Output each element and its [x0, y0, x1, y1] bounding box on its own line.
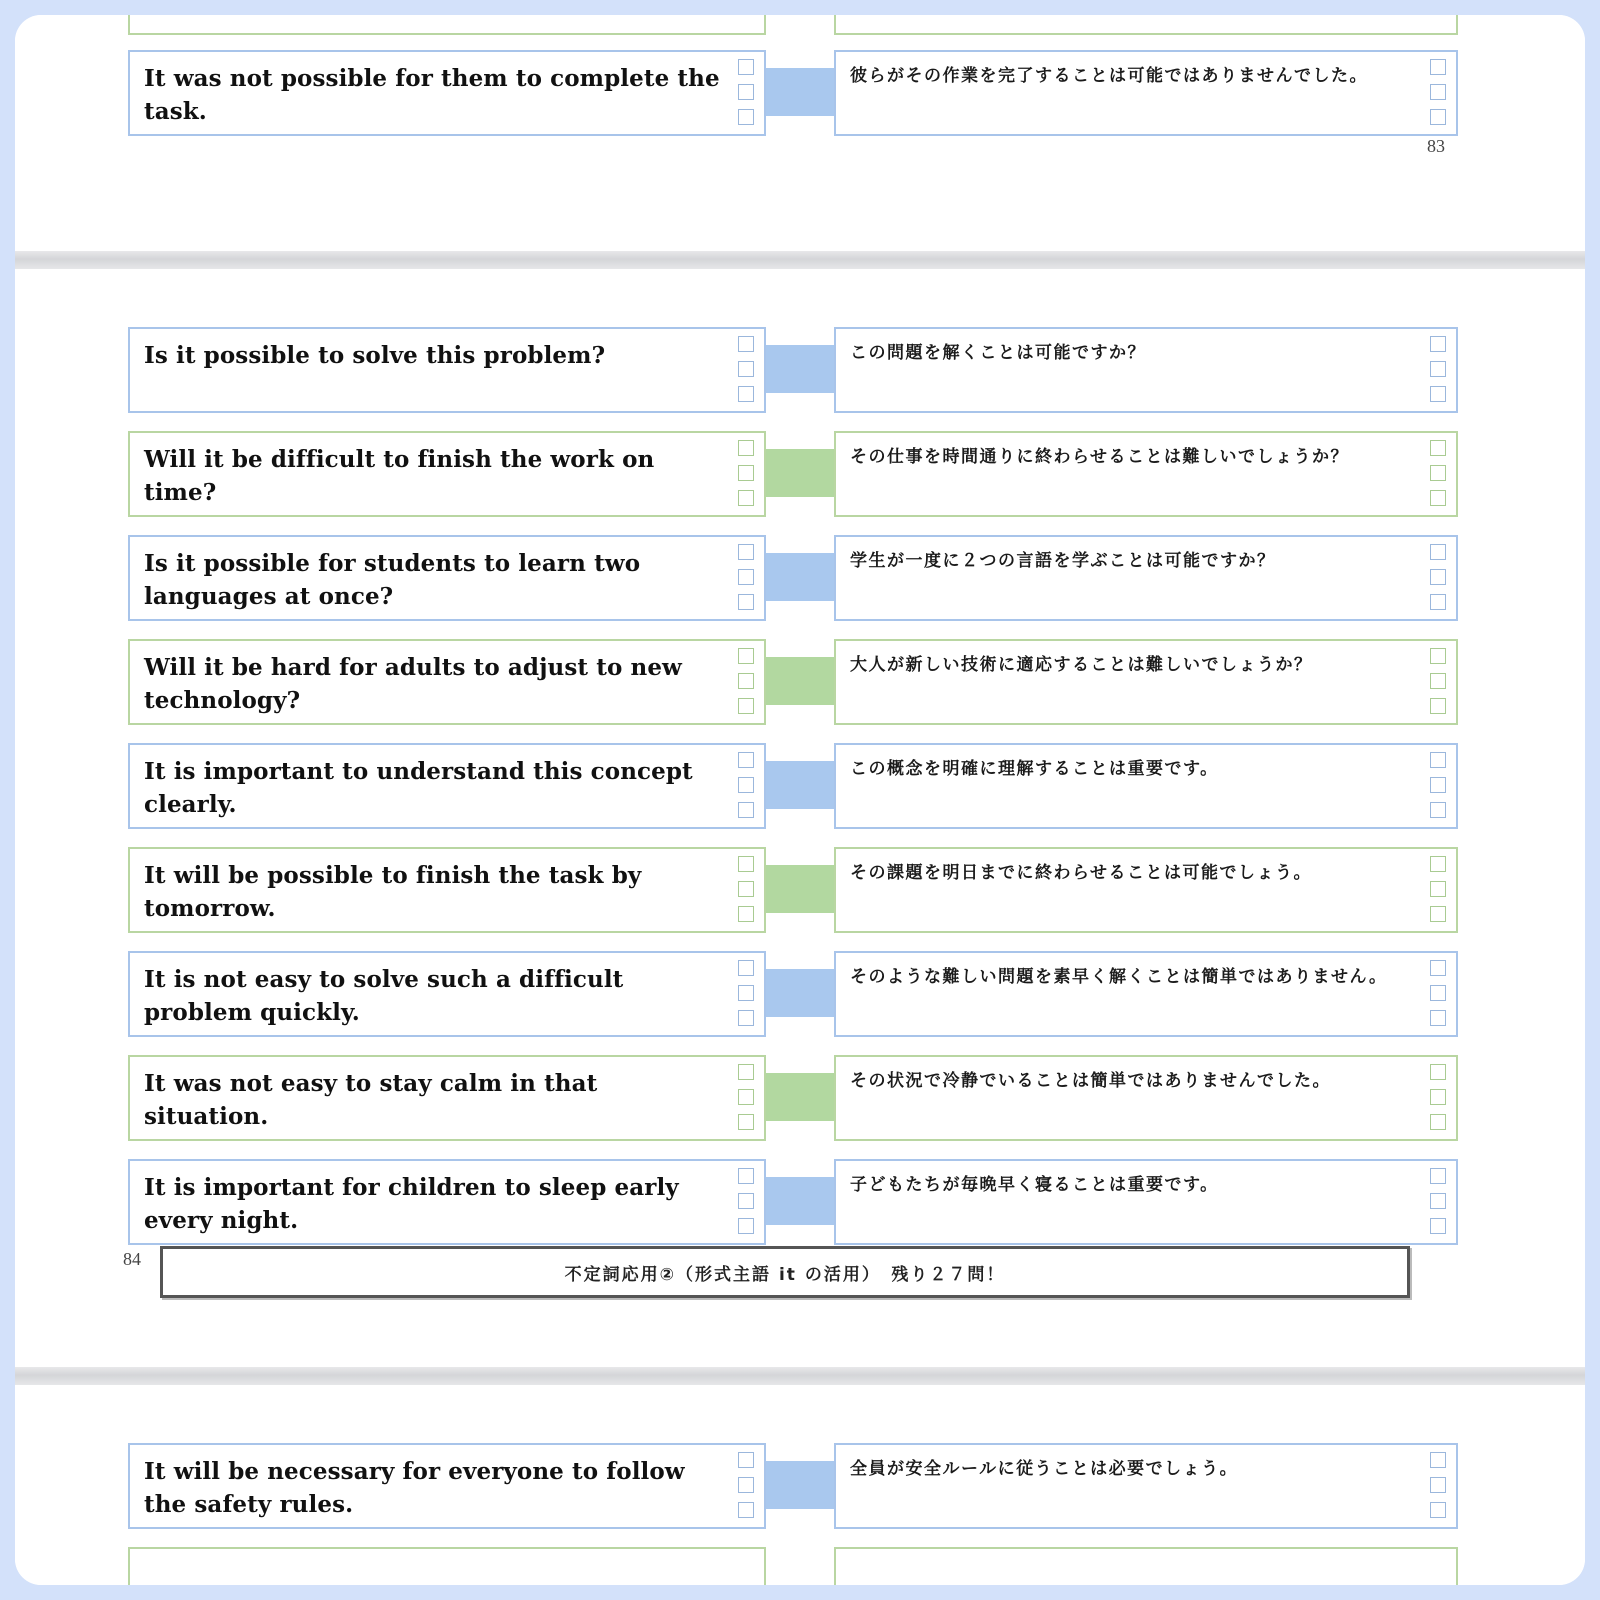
checkbox[interactable] [738, 361, 754, 377]
checkbox[interactable] [1430, 1218, 1446, 1234]
row-connector [766, 1073, 834, 1121]
sentence-row [15, 327, 1585, 417]
checkbox[interactable] [738, 544, 754, 560]
check-boxes [1430, 544, 1448, 619]
checkbox[interactable] [1430, 594, 1446, 610]
english-sentence: It is important to understand this concept clearly. [144, 758, 693, 818]
row-connector [766, 657, 834, 705]
japanese-card [834, 639, 1458, 725]
japanese-sentence: その仕事を時間通りに終わらせることは難しいでしょうか？ [850, 447, 1349, 467]
english-card [128, 327, 766, 413]
checkbox[interactable] [1430, 59, 1446, 75]
checkbox[interactable] [738, 1089, 754, 1105]
checkbox[interactable] [738, 59, 754, 75]
english-sentence: It is important for children to sleep early every night. [144, 1174, 679, 1234]
checkbox[interactable] [738, 802, 754, 818]
partial-row-bottom [15, 1547, 1585, 1585]
row-connector [766, 553, 834, 601]
checkbox[interactable] [738, 1502, 754, 1518]
check-boxes [1430, 1452, 1448, 1527]
english-card [128, 639, 766, 725]
checkbox[interactable] [1430, 1089, 1446, 1105]
checkbox[interactable] [1430, 1477, 1446, 1493]
checkbox[interactable] [738, 386, 754, 402]
sentence-row [15, 1443, 1585, 1533]
checkbox[interactable] [1430, 1193, 1446, 1209]
check-boxes [738, 856, 756, 931]
japanese-sentence: その状況で冷静でいることは簡単ではありませんでした。 [850, 1071, 1331, 1091]
partial-row-top [15, 15, 1585, 39]
page-83 [15, 15, 1585, 251]
checkbox[interactable] [738, 1193, 754, 1209]
checkbox[interactable] [1430, 109, 1446, 125]
checkbox[interactable] [738, 465, 754, 481]
checkbox[interactable] [738, 1010, 754, 1026]
checkbox[interactable] [1430, 960, 1446, 976]
checkbox[interactable] [738, 698, 754, 714]
japanese-card [834, 535, 1458, 621]
checkbox[interactable] [1430, 648, 1446, 664]
check-boxes [1430, 1168, 1448, 1243]
sentence-row [15, 535, 1585, 625]
checkbox[interactable] [738, 648, 754, 664]
document-viewport[interactable] [15, 15, 1585, 1585]
checkbox[interactable] [738, 752, 754, 768]
checkbox[interactable] [1430, 490, 1446, 506]
english-card [128, 951, 766, 1037]
checkbox[interactable] [1430, 777, 1446, 793]
english-sentence: Is it possible for students to learn two languages at once? [144, 550, 641, 610]
sentence-row [15, 743, 1585, 833]
english-card [128, 1055, 766, 1141]
checkbox[interactable] [738, 906, 754, 922]
japanese-sentence: 子どもたちが毎晩早く寝ることは重要です。 [850, 1175, 1219, 1195]
sentence-row [15, 639, 1585, 729]
check-boxes [1430, 752, 1448, 827]
row-connector [766, 865, 834, 913]
checkbox[interactable] [1430, 881, 1446, 897]
sentence-row [15, 1159, 1585, 1249]
checkbox[interactable] [1430, 752, 1446, 768]
japanese-card [834, 951, 1458, 1037]
japanese-sentence: 大人が新しい技術に適応することは難しいでしょうか？ [850, 655, 1313, 675]
check-boxes [1430, 440, 1448, 515]
check-boxes [738, 1452, 756, 1527]
sentence-row [15, 50, 1585, 140]
checkbox[interactable] [1430, 1114, 1446, 1130]
checkbox[interactable] [1430, 985, 1446, 1001]
row-connector [766, 345, 834, 393]
english-sentence: It will be possible to finish the task by tomorrow. [144, 862, 642, 922]
checkbox[interactable] [1430, 802, 1446, 818]
japanese-sentence: その課題を明日までに終わらせることは可能でしょう。 [850, 863, 1312, 883]
japanese-card [834, 327, 1458, 413]
japanese-sentence: 学生が一度に２つの言語を学ぶことは可能ですか？ [850, 551, 1276, 571]
checkbox[interactable] [738, 1218, 754, 1234]
check-boxes [1430, 336, 1448, 411]
japanese-sentence: この問題を解くことは可能ですか？ [850, 343, 1146, 363]
checkbox[interactable] [738, 569, 754, 585]
check-boxes [738, 1064, 756, 1139]
english-card [128, 1547, 766, 1585]
page-divider [15, 1367, 1585, 1385]
page-number: 83 [1427, 136, 1445, 156]
checkbox[interactable] [738, 440, 754, 456]
checkbox[interactable] [738, 336, 754, 352]
row-connector [766, 1461, 834, 1509]
checkbox[interactable] [738, 1114, 754, 1130]
progress-banner: 不定詞応用②（形式主語 it の活用） 残り２７問！ [160, 1246, 1410, 1298]
check-boxes [738, 960, 756, 1035]
english-card [128, 847, 766, 933]
checkbox[interactable] [1430, 440, 1446, 456]
checkbox[interactable] [738, 960, 754, 976]
check-boxes [738, 544, 756, 619]
checkbox[interactable] [1430, 386, 1446, 402]
checkbox[interactable] [1430, 336, 1446, 352]
english-card [128, 50, 766, 136]
japanese-card [834, 743, 1458, 829]
checkbox[interactable] [1430, 906, 1446, 922]
english-sentence: It was not easy to stay calm in that situation. [144, 1070, 598, 1130]
check-boxes [1430, 856, 1448, 931]
checkbox[interactable] [738, 594, 754, 610]
japanese-card [834, 50, 1458, 136]
japanese-card [834, 847, 1458, 933]
english-card [128, 1443, 766, 1529]
english-card [128, 15, 766, 35]
page-84 [15, 269, 1585, 1367]
page-number: 84 [123, 1249, 141, 1269]
check-boxes [738, 1168, 756, 1243]
english-sentence: It will be necessary for everyone to follow the safety rules. [144, 1458, 685, 1518]
checkbox[interactable] [1430, 673, 1446, 689]
checkbox[interactable] [1430, 569, 1446, 585]
english-card [128, 1159, 766, 1245]
english-card [128, 535, 766, 621]
checkbox[interactable] [1430, 361, 1446, 377]
checkbox[interactable] [1430, 1452, 1446, 1468]
checkbox[interactable] [1430, 84, 1446, 100]
checkbox[interactable] [738, 109, 754, 125]
checkbox[interactable] [738, 1064, 754, 1080]
japanese-sentence: この概念を明確に理解することは重要です。 [850, 759, 1219, 779]
page-85 [15, 1385, 1585, 1585]
checkbox[interactable] [738, 1477, 754, 1493]
english-sentence: It is not easy to solve such a difficult problem quickly. [144, 966, 624, 1026]
sentence-row [15, 847, 1585, 937]
japanese-card [834, 1547, 1458, 1585]
checkbox[interactable] [738, 1168, 754, 1184]
checkbox[interactable] [1430, 1168, 1446, 1184]
check-boxes [738, 440, 756, 515]
japanese-sentence: 彼らがその作業を完了することは可能ではありませんでした。 [850, 66, 1368, 86]
japanese-sentence: そのような難しい問題を素早く解くことは簡単ではありません。 [850, 967, 1388, 987]
row-connector [766, 449, 834, 497]
checkbox[interactable] [1430, 1502, 1446, 1518]
checkbox[interactable] [738, 84, 754, 100]
checkbox[interactable] [738, 673, 754, 689]
checkbox[interactable] [738, 490, 754, 506]
japanese-sentence: 全員が安全ルールに従うことは必要でしょう。 [850, 1459, 1239, 1479]
checkbox[interactable] [1430, 544, 1446, 560]
checkbox[interactable] [1430, 1064, 1446, 1080]
japanese-card [834, 1055, 1458, 1141]
check-boxes [738, 336, 756, 411]
check-boxes [1430, 960, 1448, 1035]
english-sentence: It was not possible for them to complete the task. [144, 65, 720, 125]
english-sentence: Will it be hard for adults to adjust to new technology? [144, 654, 682, 714]
checkbox[interactable] [1430, 1010, 1446, 1026]
check-boxes [1430, 648, 1448, 723]
checkbox[interactable] [1430, 465, 1446, 481]
checkbox[interactable] [738, 985, 754, 1001]
row-connector [766, 68, 834, 116]
english-card [128, 431, 766, 517]
checkbox[interactable] [738, 856, 754, 872]
row-connector [766, 969, 834, 1017]
checkbox[interactable] [1430, 856, 1446, 872]
check-boxes [1430, 1064, 1448, 1139]
sentence-row [15, 1055, 1585, 1145]
japanese-card [834, 1159, 1458, 1245]
check-boxes [738, 648, 756, 723]
check-boxes [738, 752, 756, 827]
english-card [128, 743, 766, 829]
page-divider [15, 251, 1585, 269]
sentence-row [15, 431, 1585, 521]
checkbox[interactable] [738, 1452, 754, 1468]
row-connector [766, 1177, 834, 1225]
checkbox[interactable] [738, 881, 754, 897]
english-sentence: Is it possible to solve this problem? [144, 342, 606, 369]
checkbox[interactable] [738, 777, 754, 793]
sentence-row [15, 951, 1585, 1041]
row-connector [766, 761, 834, 809]
japanese-card [834, 15, 1458, 35]
checkbox[interactable] [1430, 698, 1446, 714]
check-boxes [1430, 59, 1448, 134]
check-boxes [738, 59, 756, 134]
japanese-card [834, 431, 1458, 517]
english-sentence: Will it be difficult to finish the work on time? [144, 446, 655, 506]
japanese-card [834, 1443, 1458, 1529]
